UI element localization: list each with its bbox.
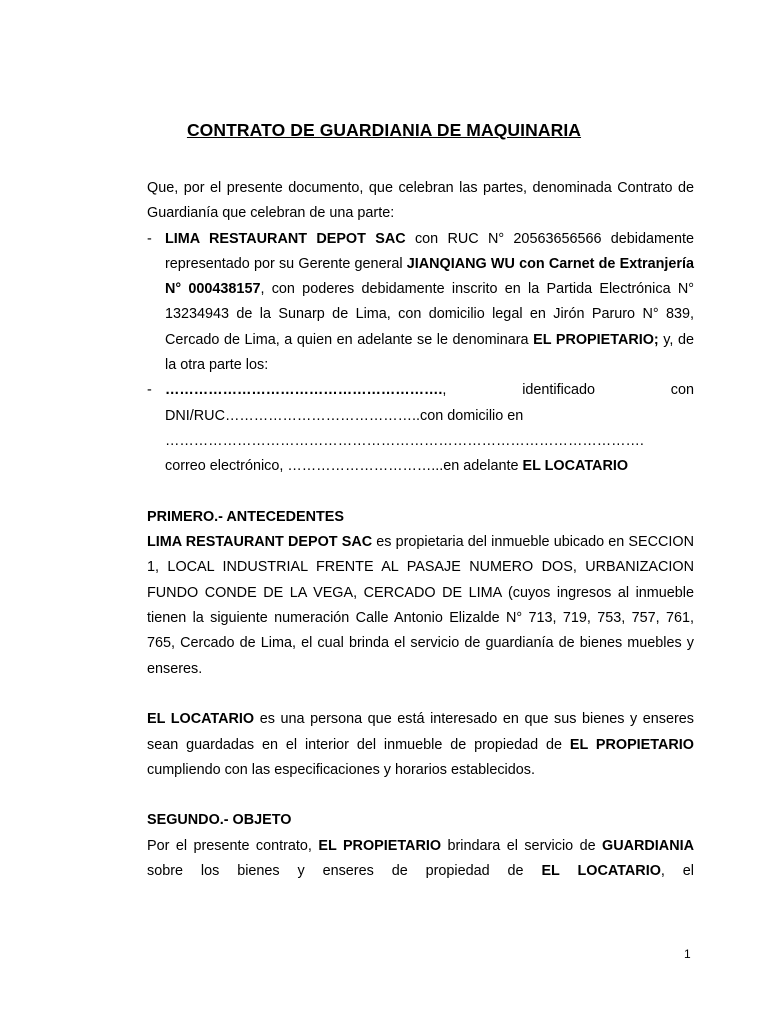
role-locatario: EL LOCATARIO: [541, 863, 661, 880]
party-1-text-3: y, de la otra parte los:: [165, 331, 694, 374]
document-title: CONTRATO DE GUARDIANIA DE MAQUINARIA: [186, 120, 582, 140]
segundo-text-1: Por el presente contrato,: [147, 837, 319, 854]
locatario-text-1: es una persona que está interesado en que sus bienes y enseres sean guardadas en el interior del inmueble de propiedad de: [147, 711, 694, 753]
party-1-text-1: con RUC N° 20563656566 debidamente representado por su Gerente general: [165, 230, 695, 272]
role-locatario: EL LOCATARIO: [522, 458, 629, 475]
email-rest: .en adelante: [439, 458, 523, 475]
document-body: [147, 176, 694, 884]
locatario-paragraph: [147, 707, 694, 783]
role-propietario: EL PROPIETARIO: [569, 736, 694, 753]
representative-name: JIANQIANG WU con Carnet de Extranjería N° 000438157: [165, 255, 694, 298]
party-2-line-1: [165, 378, 694, 429]
party-2-id-text: , identificado con DNI/RUC…………………………………..con domicilio en: [165, 382, 694, 424]
role-propietario: EL PROPIETARIO;: [533, 331, 659, 348]
name-blank: ………………………………………………….: [165, 382, 443, 399]
primero-text: es propietaria del inmueble ubicado en SECCION 1, LOCAL INDUSTRIAL FRENTE AL PASAJE NUMERO DOS, URBANIZACION FUNDO CONDE DE LA VEGA, CERCADO DE LIMA (cuyos ingresos al inmueble tienen la siguiente numeración Calle Antonio Elizalde N° 713, 719, 753, 757, 761, 765, Cercado de Lima, el cual brinda el servicio de guardianía de bienes muebles y enseres.: [147, 534, 694, 677]
party-1-text: [165, 227, 694, 379]
segundo-text-2: brindara el servicio de: [441, 837, 603, 854]
intro-paragraph: Que, por el presente documento, que celebran las partes, denominada Contrato de Guardianía que celebran de una parte:: [147, 180, 694, 222]
party-2-email-line: [165, 454, 694, 479]
segundo-text-3: sobre los bienes y enseres de propiedad de: [147, 863, 542, 880]
segundo-text-4: , el: [660, 863, 694, 880]
party-1-text-2: , con poderes debidamente inscrito en la Partida Electrónica N° 13234943 de la Sunarp de Lima, con domicilio legal en Jirón Paruro N° 839, Cercado de Lima, a quien en adelante se le denominara: [165, 281, 694, 348]
party-2-item: [147, 378, 694, 479]
company-name: LIMA RESTAURANT DEPOT SAC: [165, 230, 406, 247]
service-name: GUARDIANIA: [602, 837, 694, 854]
party-1-item: [147, 227, 694, 379]
list-dash: -: [147, 230, 152, 247]
role-propietario: EL PROPIETARIO: [318, 837, 442, 854]
role-locatario: EL LOCATARIO: [147, 711, 255, 728]
section-heading-segundo: SEGUNDO.- OBJETO: [147, 812, 292, 829]
section-heading-primero: PRIMERO.- ANTECEDENTES: [147, 508, 344, 525]
locatario-text-2: cumpliendo con las especificaciones y horarios establecidos.: [147, 761, 535, 778]
company-name: LIMA RESTAURANT DEPOT SAC: [147, 534, 373, 551]
list-dash: -: [147, 382, 152, 399]
page-number: 1: [684, 947, 691, 961]
primero-paragraph: [147, 530, 694, 682]
email-label: correo electrónico, …………………………..: [165, 458, 440, 475]
segundo-paragraph: [147, 834, 694, 885]
address-blank: ……………………………………………………………………………………….: [165, 432, 644, 449]
